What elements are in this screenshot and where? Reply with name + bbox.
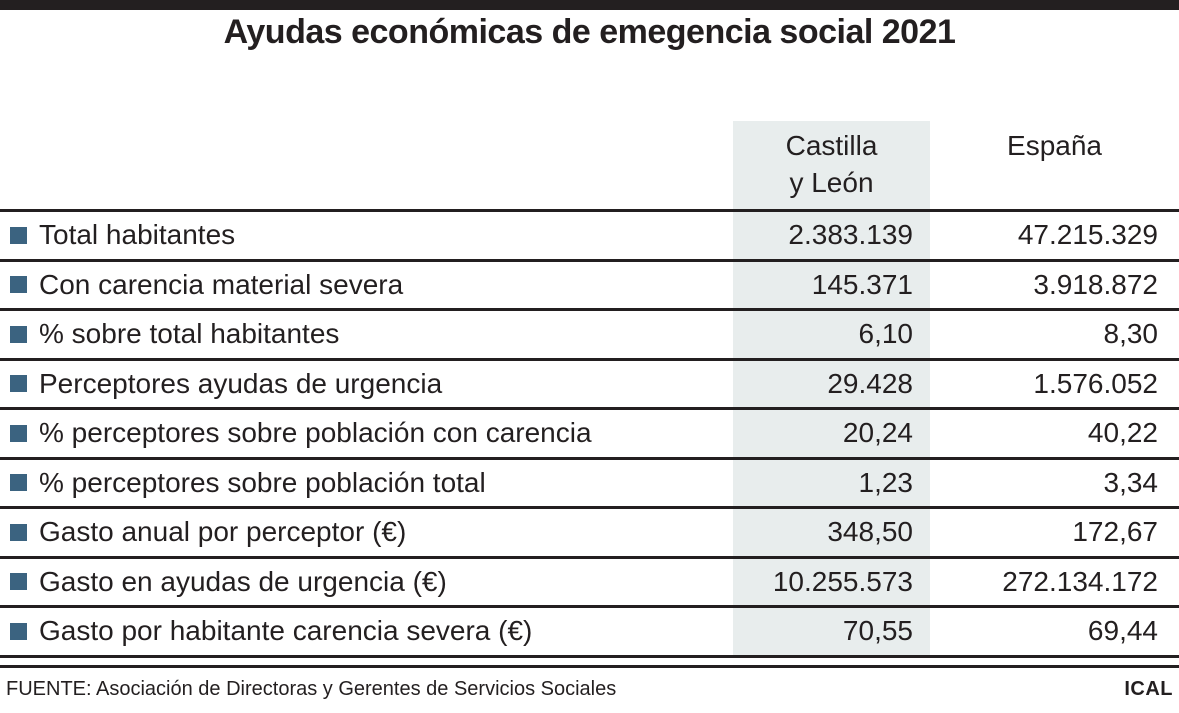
row-label: Gasto en ayudas de urgencia (€) — [39, 565, 447, 597]
row-value-castilla-leon: 145.371 — [811, 268, 913, 300]
row-label: Con carencia material severa — [39, 268, 404, 300]
row-value-castilla-leon: 10.255.573 — [772, 565, 913, 597]
bullet-square-icon — [10, 227, 27, 244]
bullet-square-icon — [10, 425, 27, 442]
row-value-castilla-leon: 6,10 — [858, 318, 913, 350]
bullet-square-icon — [10, 326, 27, 343]
row-label: % sobre total habitantes — [39, 318, 340, 350]
header-spacer — [0, 121, 733, 209]
table-bottom-double-rule — [0, 655, 1179, 668]
row-label-cell — [0, 615, 733, 647]
row-label: Total habitantes — [39, 219, 236, 251]
bullet-square-icon — [10, 573, 27, 590]
row-label-cell — [0, 318, 733, 350]
column-header-castilla-leon — [733, 121, 930, 209]
row-value-espana: 47.215.329 — [1017, 219, 1158, 251]
row-label: Gasto por habitante carencia severa (€) — [39, 615, 533, 647]
row-label-cell — [0, 368, 733, 400]
row-label-cell — [0, 566, 733, 598]
table-rows — [0, 209, 1179, 655]
table-row — [0, 358, 1179, 408]
row-label-cell — [0, 219, 733, 251]
row-value-castilla-leon: 70,55 — [842, 615, 913, 647]
bullet-square-icon — [10, 474, 27, 491]
row-value-castilla-leon: 348,50 — [827, 516, 913, 548]
bullet-square-icon — [10, 276, 27, 293]
table-row — [0, 556, 1179, 606]
data-table — [0, 121, 1179, 668]
row-label: Gasto anual por perceptor (€) — [39, 516, 407, 548]
row-label-cell — [0, 269, 733, 301]
row-label: % perceptores sobre población total — [39, 466, 486, 498]
table-header-row — [0, 121, 1179, 209]
source-text: FUENTE: Asociación de Directoras y Gerentes de Servicios Sociales — [6, 678, 617, 700]
table-row — [0, 308, 1179, 358]
bullet-square-icon — [10, 375, 27, 392]
row-value-espana: 40,22 — [1087, 417, 1158, 449]
table-row — [0, 407, 1179, 457]
table-row — [0, 259, 1179, 309]
row-value-espana: 3.918.872 — [1033, 268, 1158, 300]
column-header-castilla-line1: Castilla — [785, 130, 878, 161]
bullet-square-icon — [10, 623, 27, 640]
row-label: % perceptores sobre población con carencia — [39, 417, 592, 449]
top-black-bar — [0, 0, 1179, 10]
row-value-espana: 3,34 — [1103, 466, 1158, 498]
row-label-cell — [0, 417, 733, 449]
row-value-espana: 172,67 — [1072, 516, 1158, 548]
credit-text: ICAL — [1124, 678, 1173, 700]
column-header-castilla-line2: y León — [789, 167, 874, 198]
row-value-castilla-leon: 1,23 — [858, 466, 913, 498]
row-label-cell — [0, 467, 733, 499]
table-row — [0, 506, 1179, 556]
column-header-espana: España — [1007, 130, 1102, 161]
row-value-castilla-leon: 20,24 — [842, 417, 913, 449]
row-value-castilla-leon: 2.383.139 — [788, 219, 913, 251]
page-title: Ayudas económicas de emegencia social 2021 — [223, 13, 956, 51]
row-value-espana: 1.576.052 — [1033, 367, 1158, 399]
row-value-espana: 69,44 — [1087, 615, 1158, 647]
row-value-castilla-leon: 29.428 — [827, 367, 913, 399]
row-value-espana: 272.134.172 — [1002, 565, 1158, 597]
table-row — [0, 457, 1179, 507]
bullet-square-icon — [10, 524, 27, 541]
row-value-espana: 8,30 — [1103, 318, 1158, 350]
footer — [6, 678, 1173, 701]
row-label: Perceptores ayudas de urgencia — [39, 367, 443, 399]
row-label-cell — [0, 516, 733, 548]
table-row — [0, 209, 1179, 259]
table-row — [0, 605, 1179, 655]
